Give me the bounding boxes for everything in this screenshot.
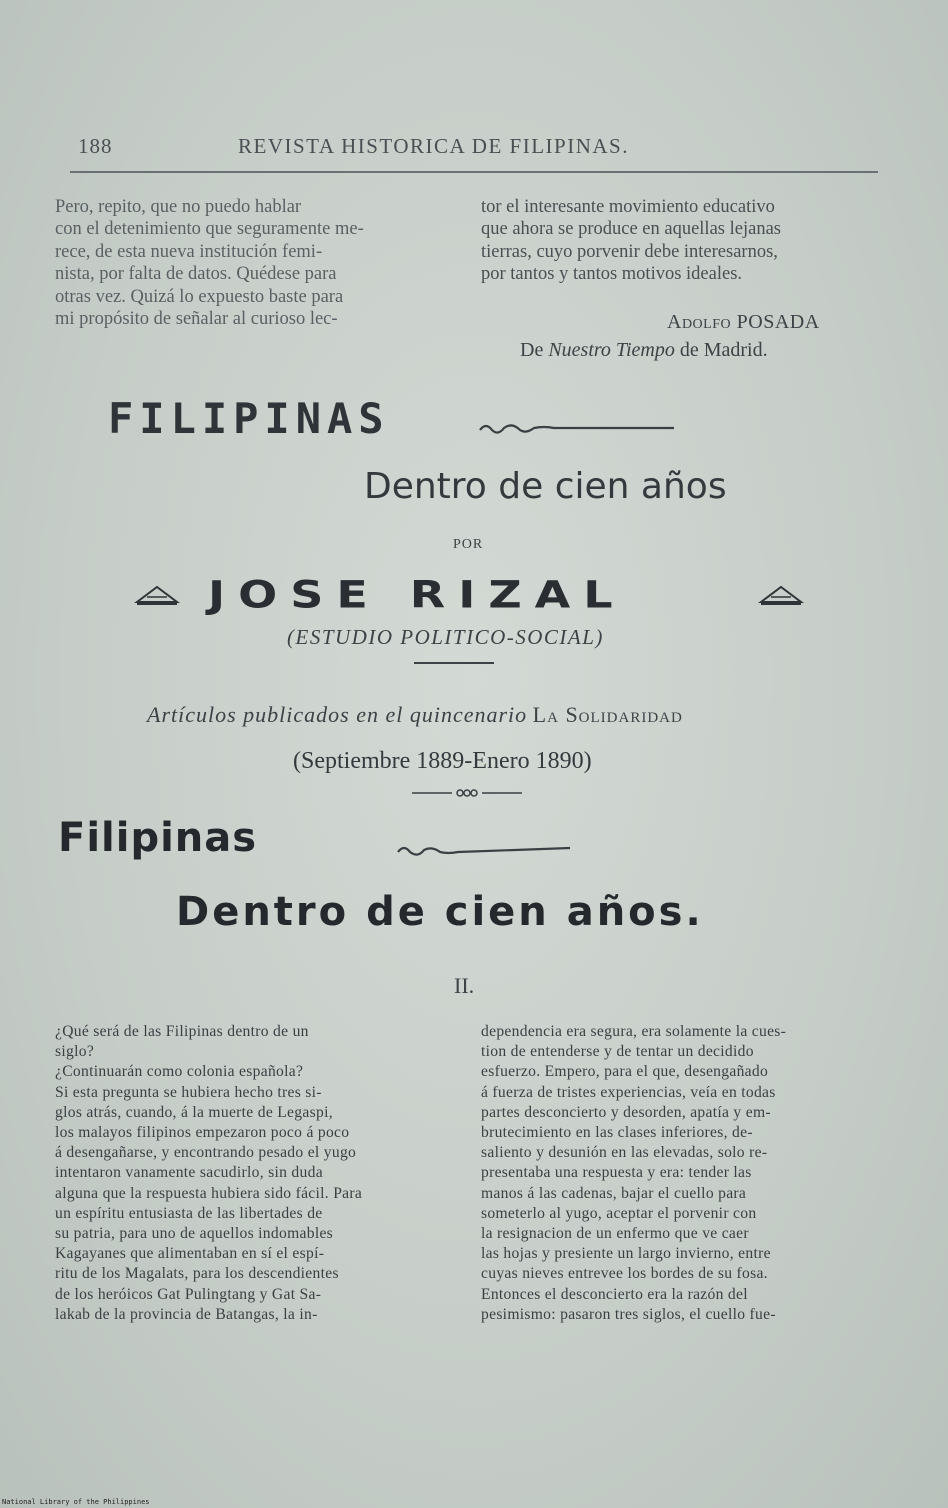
author-signature (667, 311, 820, 334)
section-number: II. (454, 973, 475, 998)
text-line: siglo? (55, 1043, 95, 1061)
text-line: las hojas y presiente un largo invierno, entre (481, 1245, 771, 1263)
date-range: (Septiembre 1889-Enero 1890) (293, 748, 592, 774)
text-line: la resignacion de un enfermo que ve caer (481, 1225, 749, 1243)
bottom-left-column (55, 1022, 455, 1325)
by-label: POR (453, 537, 484, 552)
periodical-name: La Solidaridad (532, 702, 683, 727)
text-line: ritu de los Magalats, para los descendientes (55, 1265, 339, 1283)
bottom-right-column (481, 1022, 876, 1325)
text-line: Entonces el desconcierto era la razón del (481, 1285, 748, 1303)
article-subtitle: Dentro de cien años. (176, 889, 704, 935)
source-title: Nuestro Tiempo (548, 339, 675, 361)
text-line: los malayos filipinos empezaron poco á poco (55, 1124, 350, 1142)
text-line: con el detenimiento que seguramente me- (55, 219, 364, 240)
text-line: su patria, para uno de aquellos indomables (55, 1225, 334, 1243)
running-title: REVISTA HISTORICA DE FILIPINAS. (238, 134, 629, 158)
triangle-ornament-left (133, 584, 181, 606)
text-line: Si esta pregunta se hubiera hecho tres si- (55, 1083, 322, 1101)
text-line: intentaron vanamente sacudirlo, sin duda (55, 1164, 323, 1182)
text-line: un espíritu entusiasta de las libertades de (55, 1204, 323, 1222)
flourish-ornament (478, 418, 678, 438)
text-line: lakab de la provincia de Batangas, la in- (55, 1305, 318, 1323)
text-line: mi propósito de señalar al curioso lec- (55, 309, 338, 330)
text-line: Kagayanes que alimentaban en sí el espí- (55, 1245, 325, 1263)
flourish-ornament-2 (396, 840, 574, 860)
ornamental-divider (410, 786, 524, 800)
text-line: partes desconcierto y desorden, apatía y em- (481, 1103, 771, 1121)
article-title: Filipinas (58, 815, 258, 861)
text-line: de los heróicos Gat Pulingtang y Gat Sa- (55, 1285, 322, 1303)
text-line: ¿Qué será de las Filipinas dentro de un (55, 1023, 309, 1040)
text-line: dependencia era segura, era solamente la cues- (481, 1023, 787, 1040)
source-prefix: De (520, 339, 549, 361)
text-line: Pero, repito, que no puedo hablar (55, 197, 302, 217)
articles-prefix: Artículos publicados en el quincenario (147, 702, 528, 727)
text-line: que ahora se produce en aquellas lejanas (481, 219, 781, 240)
text-line: someterlo al yugo, aceptar el porvenir con (481, 1204, 757, 1222)
top-left-column (55, 196, 457, 330)
text-line: esfuerzo. Empero, para el que, desengañado (481, 1063, 769, 1081)
signature-first-name: Adolfo (667, 311, 732, 333)
text-line: manos á las cadenas, bajar el cuello para (481, 1184, 747, 1202)
top-right-column (481, 196, 879, 286)
main-title: FILIPINAS (108, 394, 390, 443)
library-watermark: National Library of the Philippines (2, 1498, 150, 1506)
text-line: saliento y desunión en las elevadas, solo re- (481, 1144, 768, 1162)
text-line: tion de entenderse y de tentar un decidido (481, 1043, 754, 1061)
source-credit (520, 339, 768, 362)
text-line: por tantos y tantos motivos ideales. (481, 264, 743, 285)
text-line: alguna que la respuesta hubiera sido fácil. Para (55, 1184, 363, 1202)
signature-last-name: POSADA (736, 311, 820, 333)
articles-note (147, 702, 683, 728)
text-line: brutecimiento en las clases inferiores, de- (481, 1124, 753, 1142)
text-line: nista, por falta de datos. Quédese para (55, 264, 337, 285)
text-line: rece, de esta nueva institución femi- (55, 241, 323, 262)
text-line: á desengañarse, y encontrando pesado el yugo (55, 1144, 357, 1162)
page-number: 188 (78, 134, 113, 158)
text-line: presentaba una respuesta y era: tender las (481, 1164, 752, 1182)
text-line: cuyas nieves entrevee los bordes de su fosa. (481, 1265, 768, 1283)
text-line: tor el interesante movimiento educativo (481, 197, 775, 217)
header-rule (70, 171, 878, 173)
text-line: á fuerza de tristes experiencias, veía en todas (481, 1083, 776, 1101)
text-line: glos atrás, cuando, á la muerte de Legaspi, (55, 1103, 333, 1121)
source-suffix: de Madrid. (674, 339, 768, 361)
text-line: otras vez. Quizá lo expuesto baste para (55, 286, 344, 307)
triangle-ornament-right (757, 584, 805, 606)
text-line: pesimismo: pasaron tres siglos, el cuello fue- (481, 1305, 776, 1323)
author-name: JOSE RIZAL (208, 572, 626, 617)
text-line: tierras, cuyo porvenir debe interesarnos, (481, 241, 778, 262)
main-subtitle: Dentro de cien años (364, 466, 727, 507)
study-subtitle: (ESTUDIO POLITICO-SOCIAL) (287, 625, 604, 649)
short-rule (414, 662, 494, 664)
text-line: ¿Continuarán como colonia española? (55, 1063, 304, 1081)
